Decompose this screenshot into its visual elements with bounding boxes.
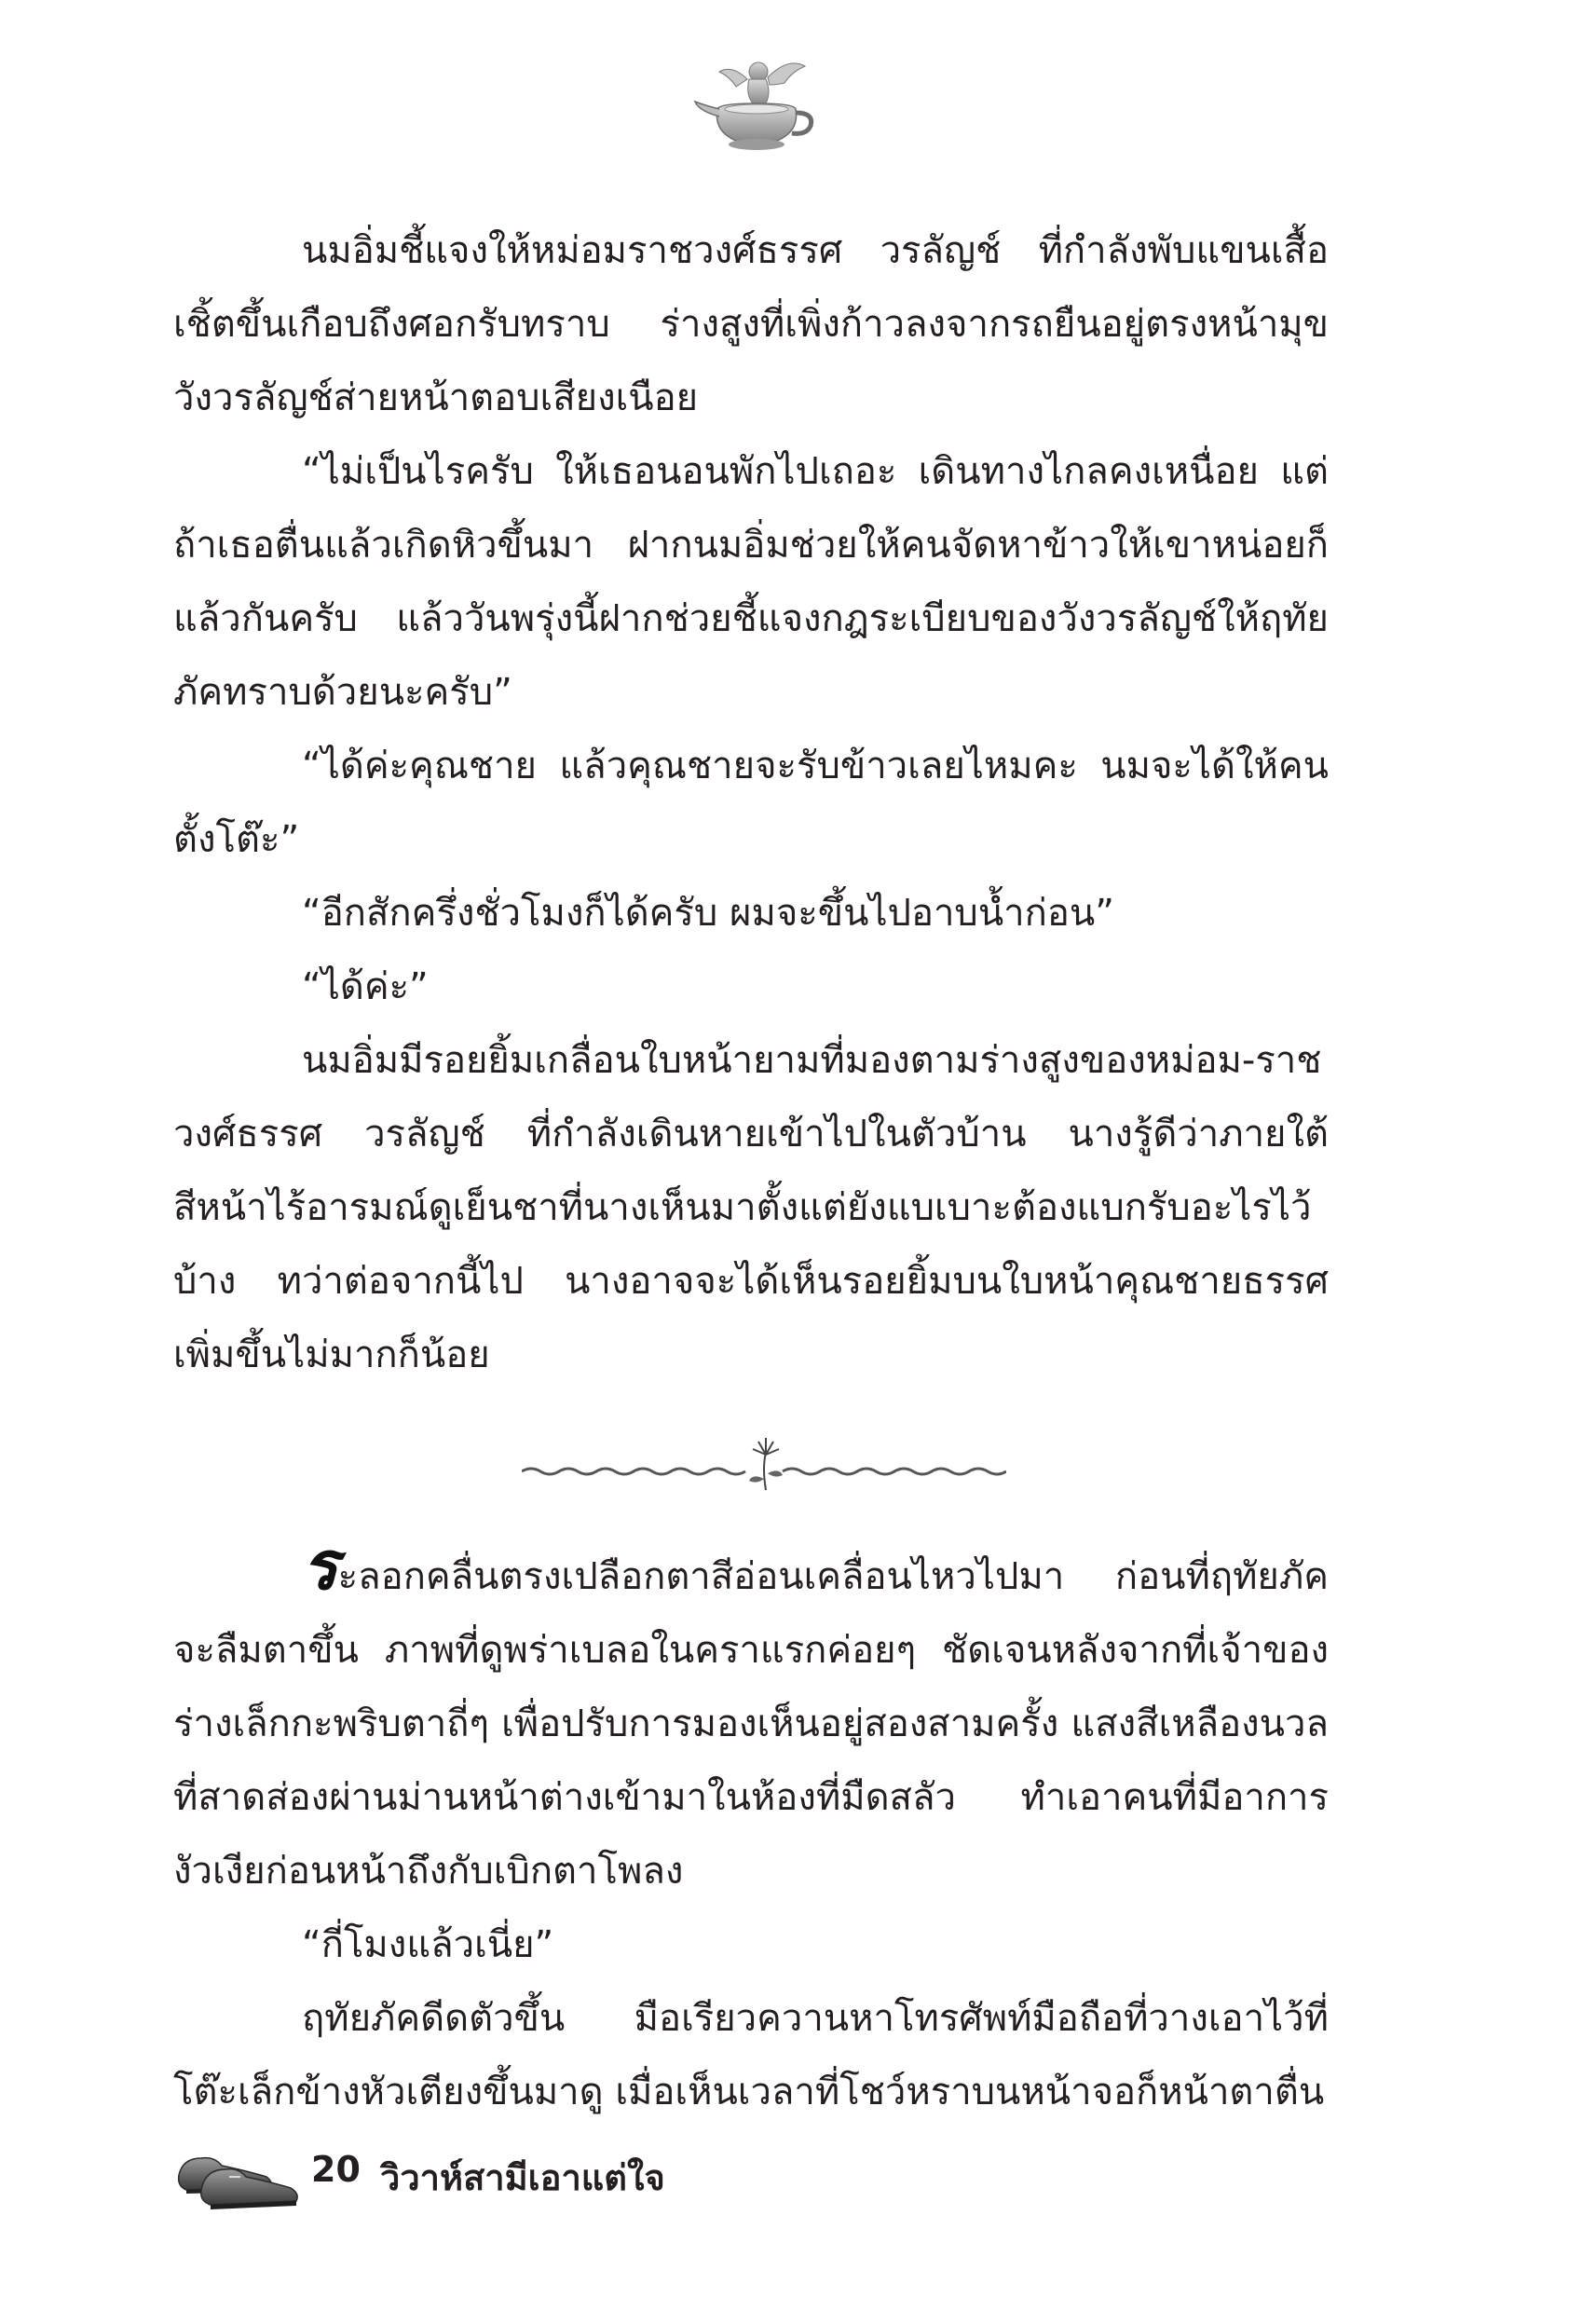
wavy-line-with-flower-divider [522,1430,1006,1505]
page-footer [173,2125,919,2227]
paragraph: นมอิ่มชี้แจงให้หม่อมราชวงศ์ธรรศ วรลัญช์ ที่กำลังพับแขนเสื้อเชิ้ตขึ้นเกือบถึงศอกรับทราบ ร่างสูงที่เพิ่งก้าวลงจากรถยืนอยู่ตรงหน้ามุขวังวรลัญช์ส่ายหน้าตอบเสียงเนือย [173,229,1329,419]
paragraph: “ไม่เป็นไรครับ ให้เธอนอนพักไปเถอะ เดินทางไกลคงเหนื่อย แต่ถ้าเธอตื่นแล้วเกิดหิวขึ้นมา ฝากนมอิ่มช่วยให้คนจัดหาข้าวให้เขาหน่อยก็แล้วกันครับ แล้ววันพรุ่งนี้ฝากช่วยชี้แจงกฎระเบียบของวังวรลัญช์ให้ฤทัยภัคทราบด้วยนะครับ” [173,450,1329,714]
drop-cap: ร [302,1525,338,1605]
book-title: วิวาห์สามีเอาแต่ใจ [380,2157,665,2198]
text-section-1 [173,214,1329,1392]
paragraph: “ได้ค่ะ” [302,965,429,1008]
paragraph: “กี่โมงแล้วเนี่ย” [302,1923,554,1966]
text-section-2 [173,1525,1329,2129]
paragraph: ฤทัยภัคดีดตัวขึ้น มือเรียวควานหาโทรศัพท์มือถือที่วางเอาไว้ที่โต๊ะเล็กข้างหัวเตียงขึ้นมาดู เมื่อเห็นเวลาที่โชว์หราบนหน้าจอก็หน้าตาตื่น [173,1997,1329,2113]
cupid-on-teapot-icon [691,51,822,158]
mens-dress-shoes-icon [173,2134,304,2218]
paragraph: “อีกสักครึ่งชั่วโมงก็ได้ครับ ผมจะขึ้นไปอาบน้ำก่อน” [302,892,1114,935]
paragraph-with-dropcap [173,1525,1329,1908]
paragraph: นมอิ่มมีรอยยิ้มเกลื่อนใบหน้ายามที่มองตามร่างสูงของหม่อม-ราชวงศ์ธรรศ วรลัญช์ ที่กำลังเดินหายเข้าไปในตัวบ้าน นางรู้ดีว่าภายใต้สีหน้าไร้อารมณ์ดูเย็นชาที่นางเห็นมาตั้งแต่ยังแบเบาะต้องแบกรับอะไรไว้บ้าง ทว่าต่อจากนี้ไป นางอาจจะได้เห็นรอยยิ้มบนใบหน้าคุณชายธรรศเพิ่มขึ้นไม่มากก็น้อย [173,1039,1329,1376]
paragraph-text: ะลอกคลื่นตรงเปลือกตาสีอ่อนเคลื่อนไหวไปมา ก่อนที่ฤทัยภัคจะลืมตาขึ้น ภาพที่ดูพร่าเบลอในคราแรกค่อยๆ ชัดเจนหลังจากที่เจ้าของร่างเล็กกะพริบตาถี่ๆ เพื่อปรับการมองเห็นอยู่สองสามครั้ง แสงสีเหลืองนวลที่สาดส่องผ่านม่านหน้าต่างเข้ามาในห้องที่มืดสลัว ทำเอาคนที่มีอาการงัวเงียก่อนหน้าถึงกับเบิกตาโพลง [173,1555,1329,1893]
page-number: 20 [311,2149,361,2190]
paragraph: “ได้ค่ะคุณชาย แล้วคุณชายจะรับข้าวเลยไหมคะ นมจะได้ให้คนตั้งโต๊ะ” [173,745,1329,861]
